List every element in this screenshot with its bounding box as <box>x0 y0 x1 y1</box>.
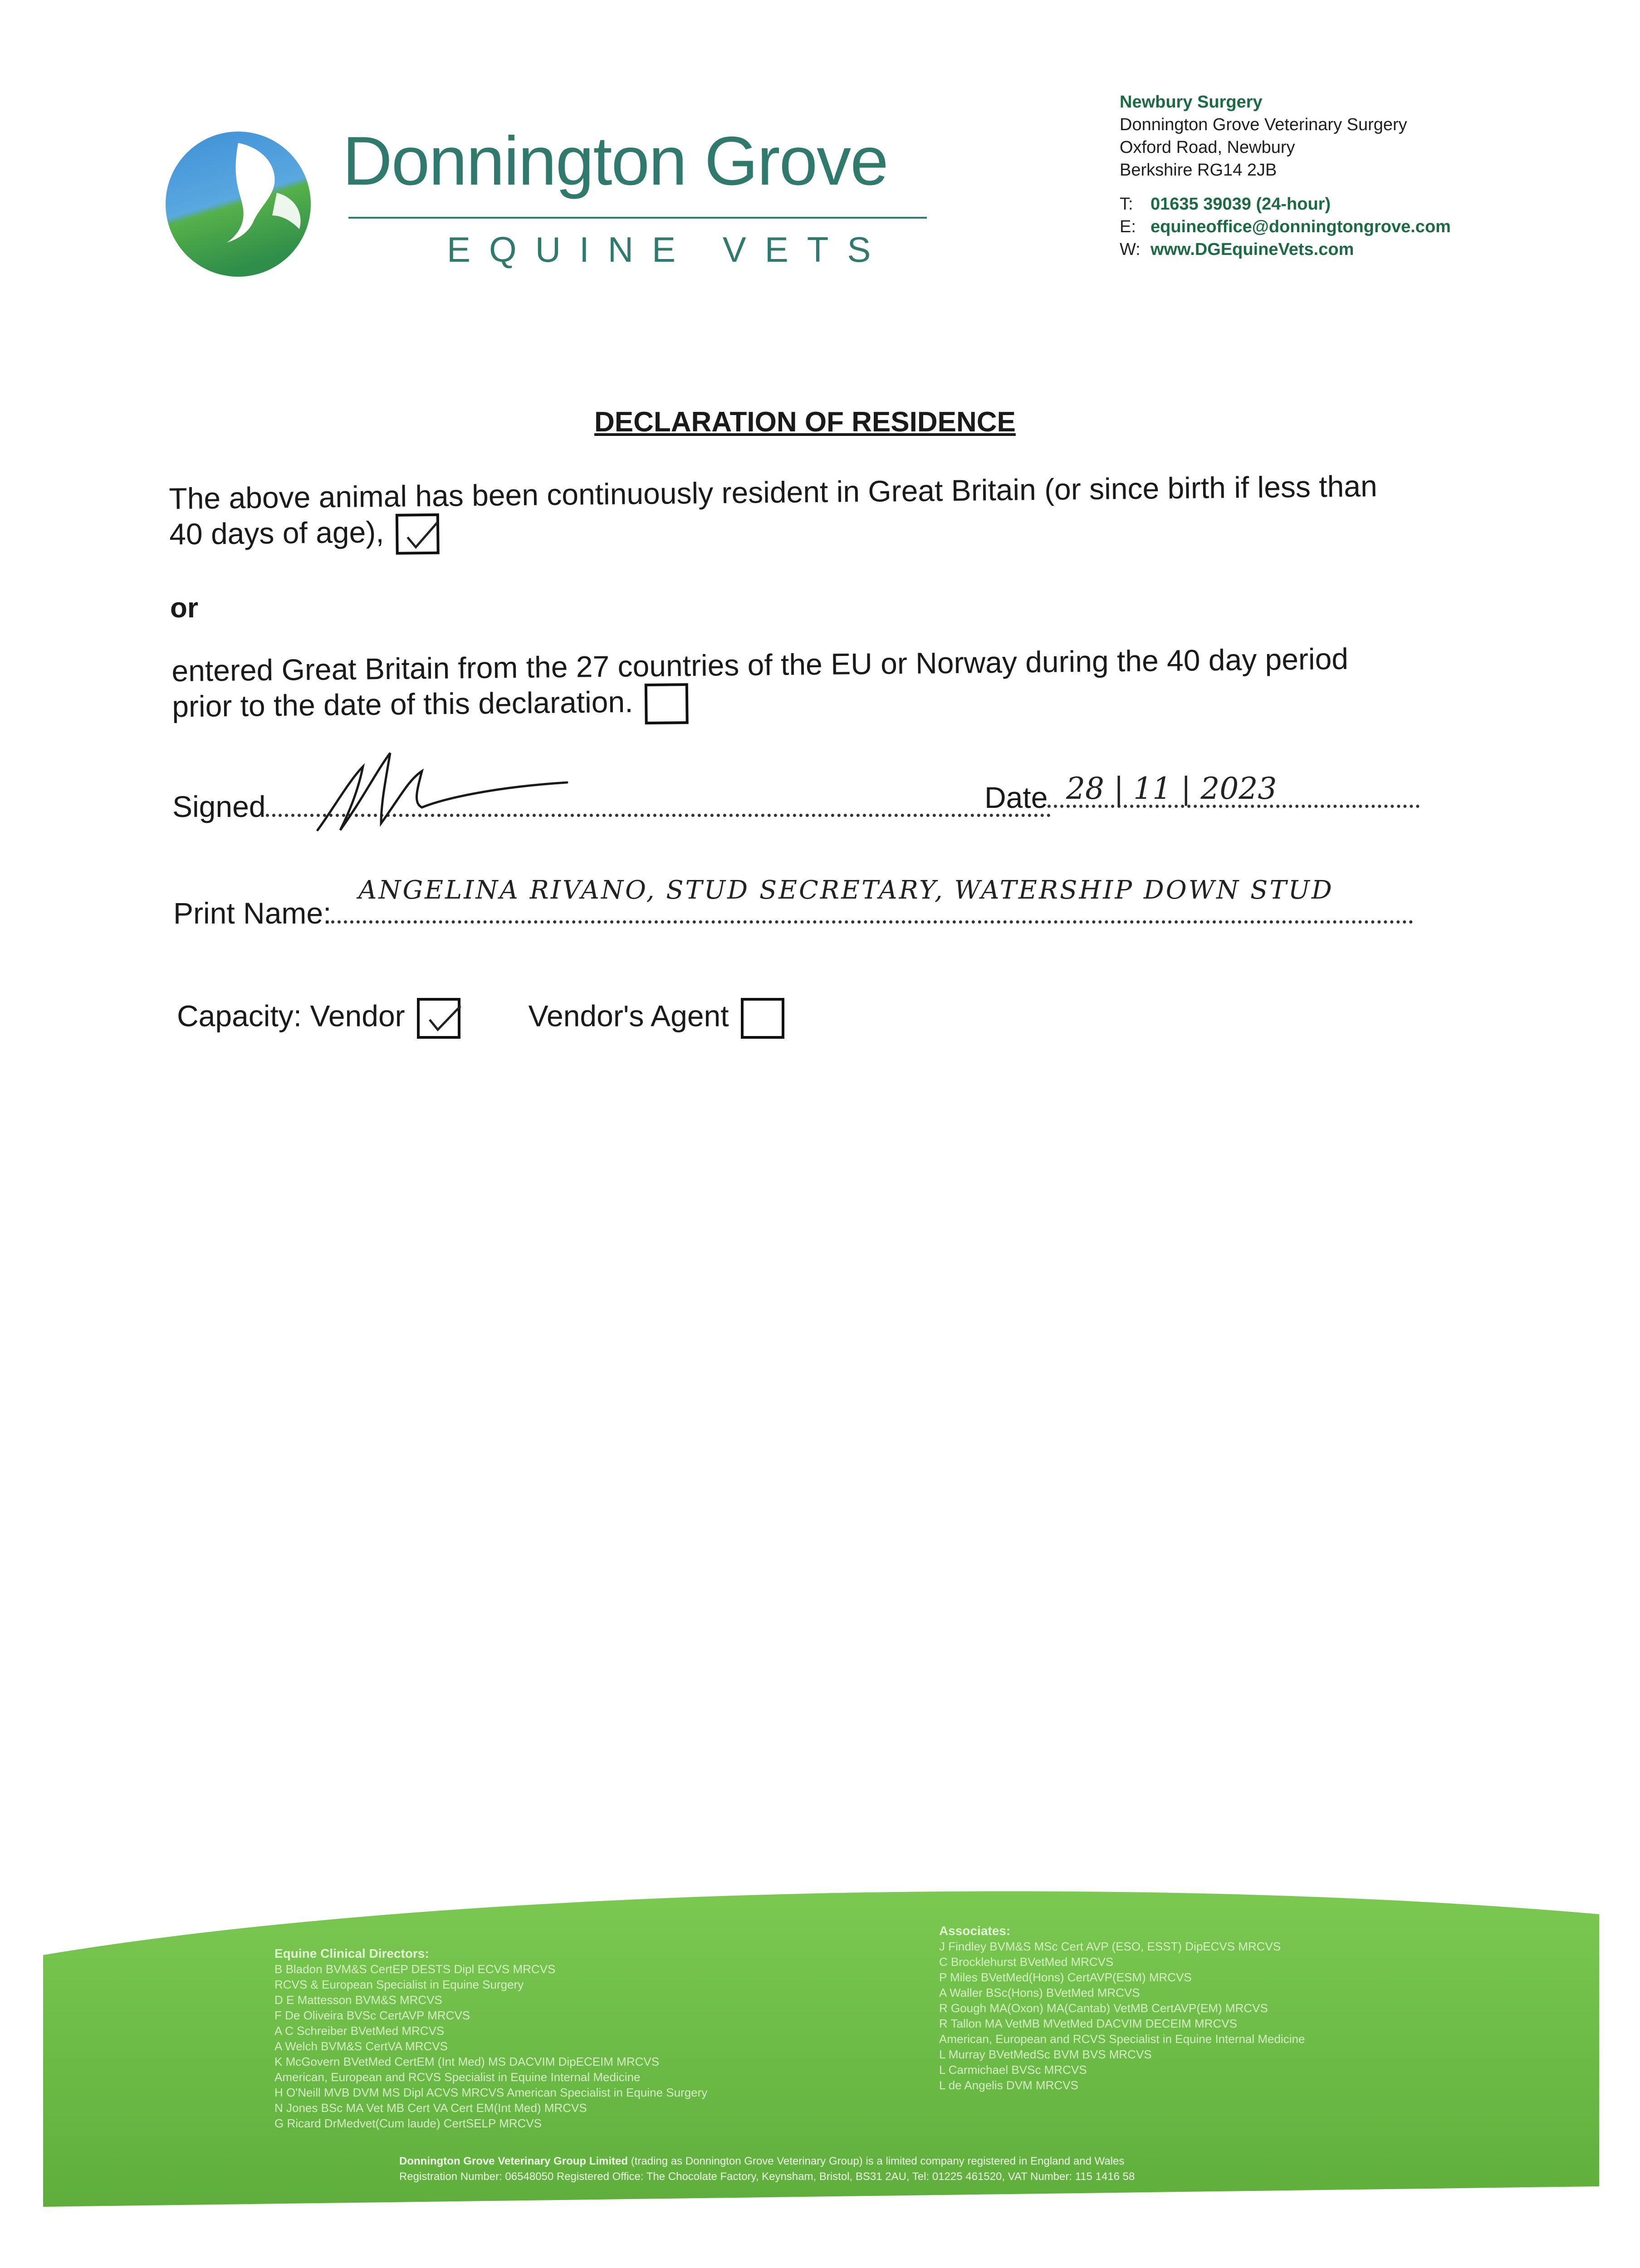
address-line: Oxford Road, Newbury <box>1120 138 1295 157</box>
entry-statement <box>171 641 1349 729</box>
signature-field <box>172 789 1051 824</box>
signed-label: Signed <box>172 790 266 823</box>
brand-name: Donnington Grove <box>343 122 888 200</box>
vendor-agent-checkbox[interactable] <box>741 998 784 1039</box>
associates-block: Associates: J Findley BVM&S MSc Cert AVP (ESO, ESST) DipECVS MRCVS C Brocklehurst BVetMed MRCVS P Miles BVetMed(Hons) CertAVP(ESM) MRCVS A Waller BSc(Hons) BVetMed MRCVS R Gough MA(Oxon) MA(Cantab) VetMB CertAVP(EM) MRCVS R Tallon MA VetMB MVetMed DACVIM DECEIM MRCVS American, European and RCVS Specialist in Equine Internal Medicine L Murray BVetMedSc BVM BVS MRCVS L Carmichael BVSc MRCVS L de Angelis DVM MRCVS <box>939 1924 1305 2092</box>
website-url: www.DGEquineVets.com <box>1150 240 1354 259</box>
print-name-value: ANGELINA RIVANO, STUD SECRETARY, WATERSHIP DOWN STUD <box>358 875 1334 905</box>
email-label: E: <box>1120 217 1136 236</box>
statement-line: The above animal has been continuously resident in Great Britain (or since birth if less than <box>169 469 1378 515</box>
surgery-name: Newbury Surgery <box>1120 93 1263 112</box>
date-label: Date <box>984 781 1048 814</box>
print-name-label: Print Name: <box>173 896 332 930</box>
phone-number: 01635 39039 (24-hour) <box>1150 195 1331 214</box>
phone-label: T: <box>1120 195 1133 214</box>
document-title: DECLARATION OF RESIDENCE <box>594 406 1016 438</box>
statement-line: prior to the date of this declaration. <box>171 684 633 723</box>
logo-icon <box>163 129 313 279</box>
surgery-address <box>1120 91 1407 181</box>
company-registration: Donnington Grove Veterinary Group Limited (trading as Donnington Grove Veterinary Group) is a limited company registered in England and Wales Registration Number: 06548050 Registered Office: The Chocolate Factory, Keynsham, Bristol, BS31 2AU, Tel: 01225 461520, VAT Number: 115 1416 58 <box>399 2155 1135 2183</box>
brand-divider <box>348 217 927 219</box>
residence-statement <box>169 468 1378 557</box>
capacity-field <box>177 998 784 1039</box>
address-line: Donnington Grove Veterinary Surgery <box>1120 115 1407 134</box>
email-address: equineoffice@donningtongrove.com <box>1150 217 1451 236</box>
signature-drawing <box>313 744 585 839</box>
statement-line: entered Great Britain from the 27 countries of the EU or Norway during the 40 day period <box>171 641 1349 688</box>
vendor-checkbox[interactable] <box>417 998 460 1039</box>
vendor-agent-label: Vendor's Agent <box>528 999 729 1033</box>
address-line: Berkshire RG14 2JB <box>1120 161 1277 180</box>
statement-line: 40 days of age), <box>169 515 384 551</box>
checkmark-icon <box>404 520 441 552</box>
clinical-directors-block: Equine Clinical Directors: B Bladon BVM&S CertEP DESTS Dipl ECVS MRCVS RCVS & European Specialist in Equine Surgery D E Mattesson BVM&S MRCVS F De Oliveira BVSc CertAVP MRCVS A C Schreiber BVetMed MRCVS A Welch BVM&S CertVA MRCVS K McGovern BVetMed CertEM (Int Med) MS DACVIM DipECEIM MRCVS American, European and RCVS Specialist in Equine Internal Medicine H O'Neill MVB DVM MS Dipl ACVS MRCVS American Specialist in Equine Surgery N Jones BSc MA Vet MB Cert VA Cert EM(Int Med) MRCVS G Ricard DrMedvet(Cum laude) CertSELP MRCVS <box>274 1946 708 2130</box>
or-label: or <box>170 592 198 624</box>
contact-details <box>1120 193 1451 261</box>
entered-checkbox[interactable] <box>645 683 689 724</box>
date-value: 28 | 11 | 2023 <box>1066 771 1277 806</box>
checkmark-icon <box>425 1004 461 1036</box>
resident-checkbox[interactable] <box>396 513 440 555</box>
print-name-line[interactable] <box>331 915 1413 924</box>
website-label: W: <box>1120 240 1141 259</box>
brand-subtitle: EQUINE VETS <box>447 230 890 269</box>
capacity-label: Capacity: Vendor <box>177 999 405 1033</box>
